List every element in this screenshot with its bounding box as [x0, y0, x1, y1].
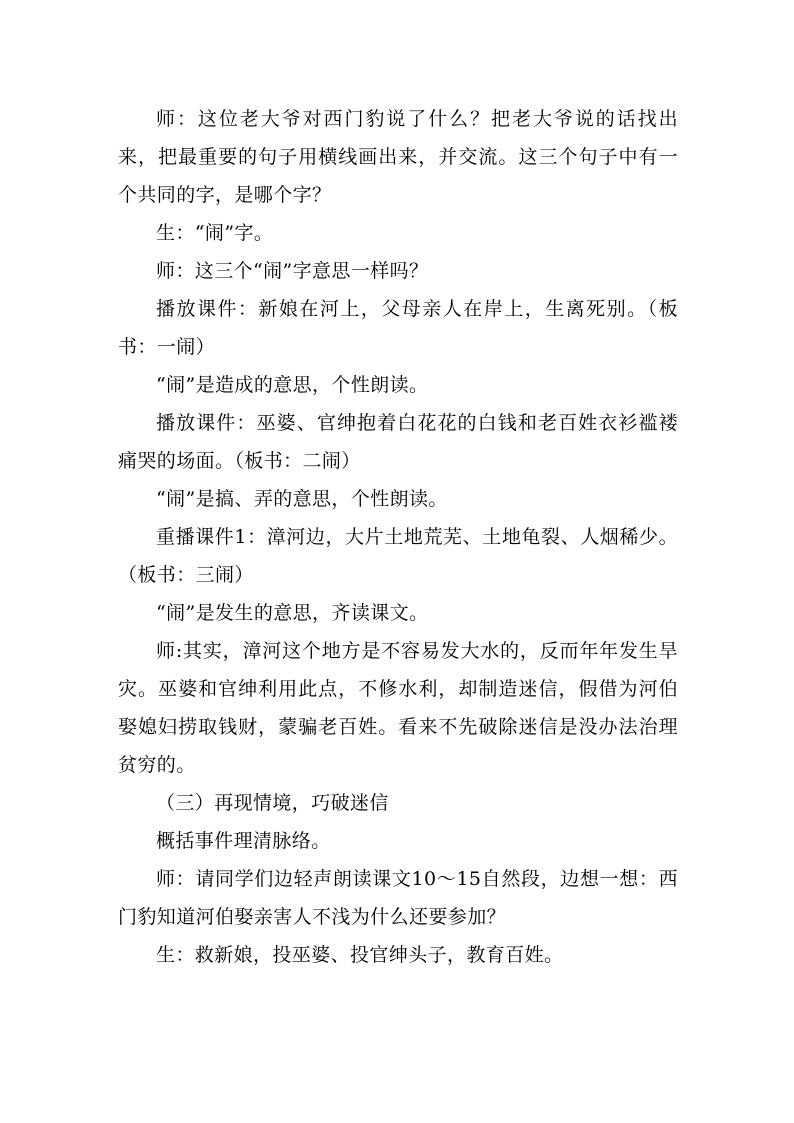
paragraph-student-answer-1: 生：“闹”字。 [156, 222, 274, 244]
paragraph-teacher-explanation: 师:其实，漳河这个地方是不容易发大水的，反而年年发生旱灾。巫婆和官绅利用此点，不修水利，却制造迷信，假借为河伯娶媳妇捞取钱财，蒙骗老百姓。看来不先破除迷信是没办法治理贫穷的。 [118, 640, 678, 776]
paragraph-meaning-1: “闹”是造成的意思，个性朗读。 [156, 374, 429, 396]
paragraph-courseware-3: 重播课件1：漳河边，大片土地荒芜、土地龟裂、人烟稀少。（板书：三闹） [118, 526, 678, 586]
paragraph-teacher-question-meaning: 师：这三个“闹”字意思一样吗？ [156, 260, 429, 282]
paragraph-teacher-reading-task: 师：请同学们边轻声朗读课文10～15自然段，边想一想：西门豹知道河伯娶亲害人不浅为什么还要参加？ [118, 868, 678, 928]
document-body [118, 100, 678, 974]
section-heading-3: （三）再现情境，巧破迷信 [156, 792, 389, 814]
paragraph-meaning-2: “闹”是搞、弄的意思，个性朗读。 [156, 488, 448, 510]
paragraph-question-old-man: 师：这位老大爷对西门豹说了什么？把老大爷说的话找出来，把最重要的句子用横线画出来，并交流。这三个句子中有一个共同的字，是哪个字？ [118, 108, 678, 206]
paragraph-courseware-1: 播放课件：新娘在河上，父母亲人在岸上，生离死别。（板书：一闹） [118, 298, 678, 358]
paragraph-summary: 概括事件理清脉络。 [156, 830, 331, 852]
paragraph-student-answer-2: 生：救新娘，投巫婆、投官绅头子，教育百姓。 [156, 944, 564, 966]
paragraph-courseware-2: 播放课件：巫婆、官绅抱着白花花的白钱和老百姓衣衫褴褛痛哭的场面。（板书：二闹） [118, 412, 678, 472]
paragraph-meaning-3: “闹”是发生的意思，齐读课文。 [156, 602, 429, 624]
